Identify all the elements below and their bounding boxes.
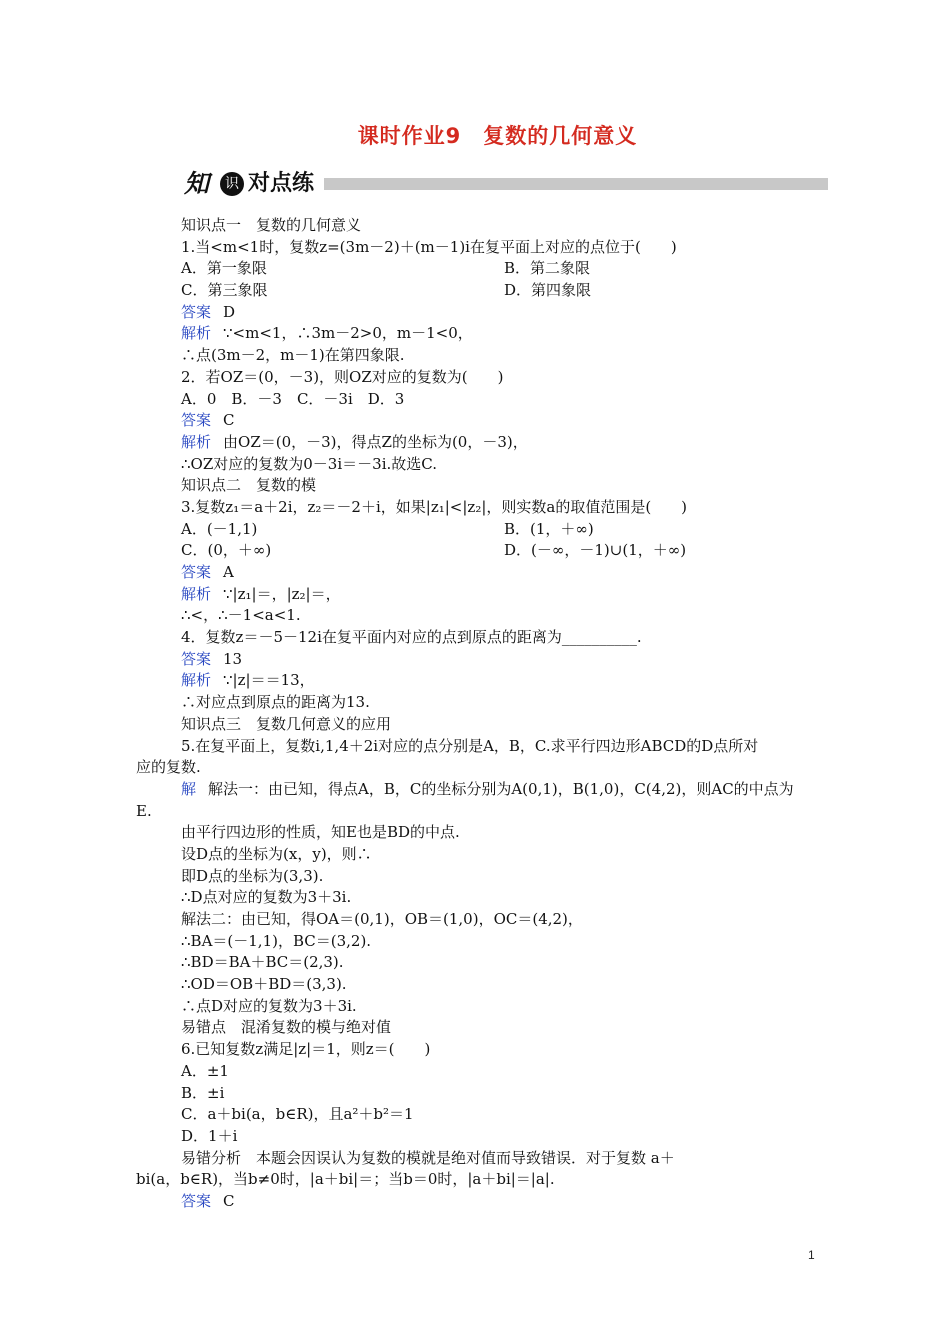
text-line: A．0 B．－3 C．－3i D．3	[181, 389, 405, 408]
text-line-continued: bi(a，b∈R)，当b≠0时，|a＋bi|＝；当b＝0时，|a＋bi|＝|a|.	[136, 1170, 555, 1189]
option-row	[181, 519, 821, 541]
labeled-line	[181, 779, 821, 801]
text-line: ∴<，∴－1<a<1.	[181, 606, 301, 625]
text-line: 4．复数z＝－5－12i在复平面内对应的点到原点的距离为__________.	[181, 628, 642, 647]
labeled-line	[181, 302, 821, 324]
option-text: D．第四象限	[504, 281, 592, 300]
line-text: C	[223, 411, 235, 430]
text-line: ∴点(3m－2，m－1)在第四象限.	[181, 346, 405, 365]
page-title: 课时作业9 复数的几何意义	[357, 124, 638, 148]
line-label: 答案	[181, 411, 212, 430]
line-label: 解析	[181, 324, 212, 343]
exercise-content	[136, 215, 821, 1213]
text-line: C．a＋bi(a，b∈R)，且a²＋b²＝1	[181, 1105, 414, 1124]
line-label: 解析	[181, 671, 212, 690]
option-row	[181, 280, 821, 302]
text-line: ∴OZ对应的复数为0－3i＝－3i.故选C.	[181, 454, 437, 473]
banner-bar	[324, 178, 828, 190]
page-number: 1	[808, 1248, 815, 1262]
labeled-line	[181, 323, 821, 345]
text-line: 5.在复平面上，复数i,1,4＋2i对应的点分别是A，B，C.求平行四边形ABCD的D点所对	[181, 736, 759, 755]
text-line: 6.已知复数z满足|z|＝1，则z＝( )	[181, 1040, 431, 1059]
banner-logo-char: 知	[184, 169, 210, 198]
labeled-line	[181, 410, 821, 432]
option-text: B．(1，＋∞)	[504, 519, 594, 538]
text-line: ∴BD＝BA＋BC＝(2,3).	[181, 953, 344, 972]
text-line: 知识点一 复数的几何意义	[181, 216, 362, 234]
text-line: A．±1	[181, 1061, 229, 1080]
text-line: ∴D点对应的复数为3＋3i.	[181, 888, 352, 907]
text-line: ∴OD＝OB＋BD＝(3,3).	[181, 975, 347, 994]
line-label: 答案	[181, 302, 212, 321]
option-text: C．第三象限	[181, 281, 268, 300]
text-line-continued: E.	[136, 801, 152, 820]
text-line: ∴点D对应的复数为3＋3i.	[181, 996, 357, 1015]
banner-logo-badge: 识	[220, 172, 244, 196]
option-text: C．(0，＋∞)	[181, 541, 272, 560]
text-line: 设D点的坐标为(x，y)，则∴	[181, 844, 372, 863]
line-text: 解法一：由已知，得点A，B，C的坐标分别为A(0,1)，B(1,0)，C(4,2)，则AC的中点为	[208, 779, 794, 798]
banner-heading: 对点练	[248, 171, 315, 196]
labeled-line	[181, 584, 821, 606]
line-label: 答案	[181, 563, 212, 581]
option-row	[181, 258, 821, 280]
labeled-line	[181, 649, 821, 671]
option-text: B．第二象限	[504, 259, 591, 278]
option-text: A．(－1,1)	[181, 519, 258, 538]
line-text: ∵|z₁|＝，|z₂|＝，	[223, 584, 341, 603]
labeled-line	[181, 670, 821, 692]
line-label: 答案	[181, 1191, 212, 1210]
labeled-line	[181, 432, 821, 454]
text-line: B．±i	[181, 1083, 225, 1102]
line-label: 解析	[181, 584, 212, 603]
option-text: A．第一象限	[181, 259, 267, 278]
text-line: 知识点二 复数的模	[181, 476, 317, 495]
text-line: D．1＋i	[181, 1126, 238, 1145]
option-row	[181, 540, 821, 562]
text-line: 即D点的坐标为(3,3).	[181, 866, 324, 885]
line-text: C	[223, 1191, 235, 1210]
text-line: 知识点三 复数几何意义的应用	[181, 714, 392, 733]
text-line: 1.当<m<1时，复数z=(3m－2)＋(m－1)i在复平面上对应的点位于( )	[181, 237, 677, 256]
line-text: 13	[223, 649, 243, 668]
line-text: A	[223, 563, 234, 581]
line-label: 解	[181, 779, 197, 798]
text-line: 由平行四边形的性质，知E也是BD的中点.	[181, 823, 460, 842]
line-text: ∵<m<1，∴3m－2>0，m－1<0，	[223, 324, 473, 343]
line-label: 解析	[181, 432, 212, 451]
text-line: 解法二：由已知，得OA＝(0,1)，OB＝(1,0)，OC＝(4,2)，	[181, 910, 583, 928]
line-text: D	[223, 302, 236, 321]
labeled-line	[181, 1191, 821, 1213]
labeled-line	[181, 562, 821, 584]
option-text: D．(－∞，－1)∪(1，＋∞)	[504, 541, 687, 560]
text-line: 3.复数z₁＝a＋2i，z₂＝－2＋i，如果|z₁|<|z₂|，则实数a的取值范围是( )	[181, 497, 688, 516]
section-banner	[178, 162, 828, 202]
text-line: 易错分析 本题会因误认为复数的模就是绝对值而导致错误．对于复数 a＋	[181, 1148, 675, 1167]
line-text: ∵|z|＝＝13，	[223, 671, 315, 690]
text-line: 易错点 混淆复数的模与绝对值	[181, 1018, 392, 1037]
text-line: 2．若OZ＝(0，－3)，则OZ对应的复数为( )	[181, 367, 504, 386]
text-line: ∴对应点到原点的距离为13.	[181, 693, 370, 712]
text-line: ∴BA＝(－1,1)，BC＝(3,2).	[181, 931, 372, 950]
line-label: 答案	[181, 649, 212, 668]
line-text: 由OZ＝(0，－3)，得点Z的坐标为(0，－3)，	[223, 432, 528, 451]
text-line-continued: 应的复数.	[136, 758, 201, 777]
